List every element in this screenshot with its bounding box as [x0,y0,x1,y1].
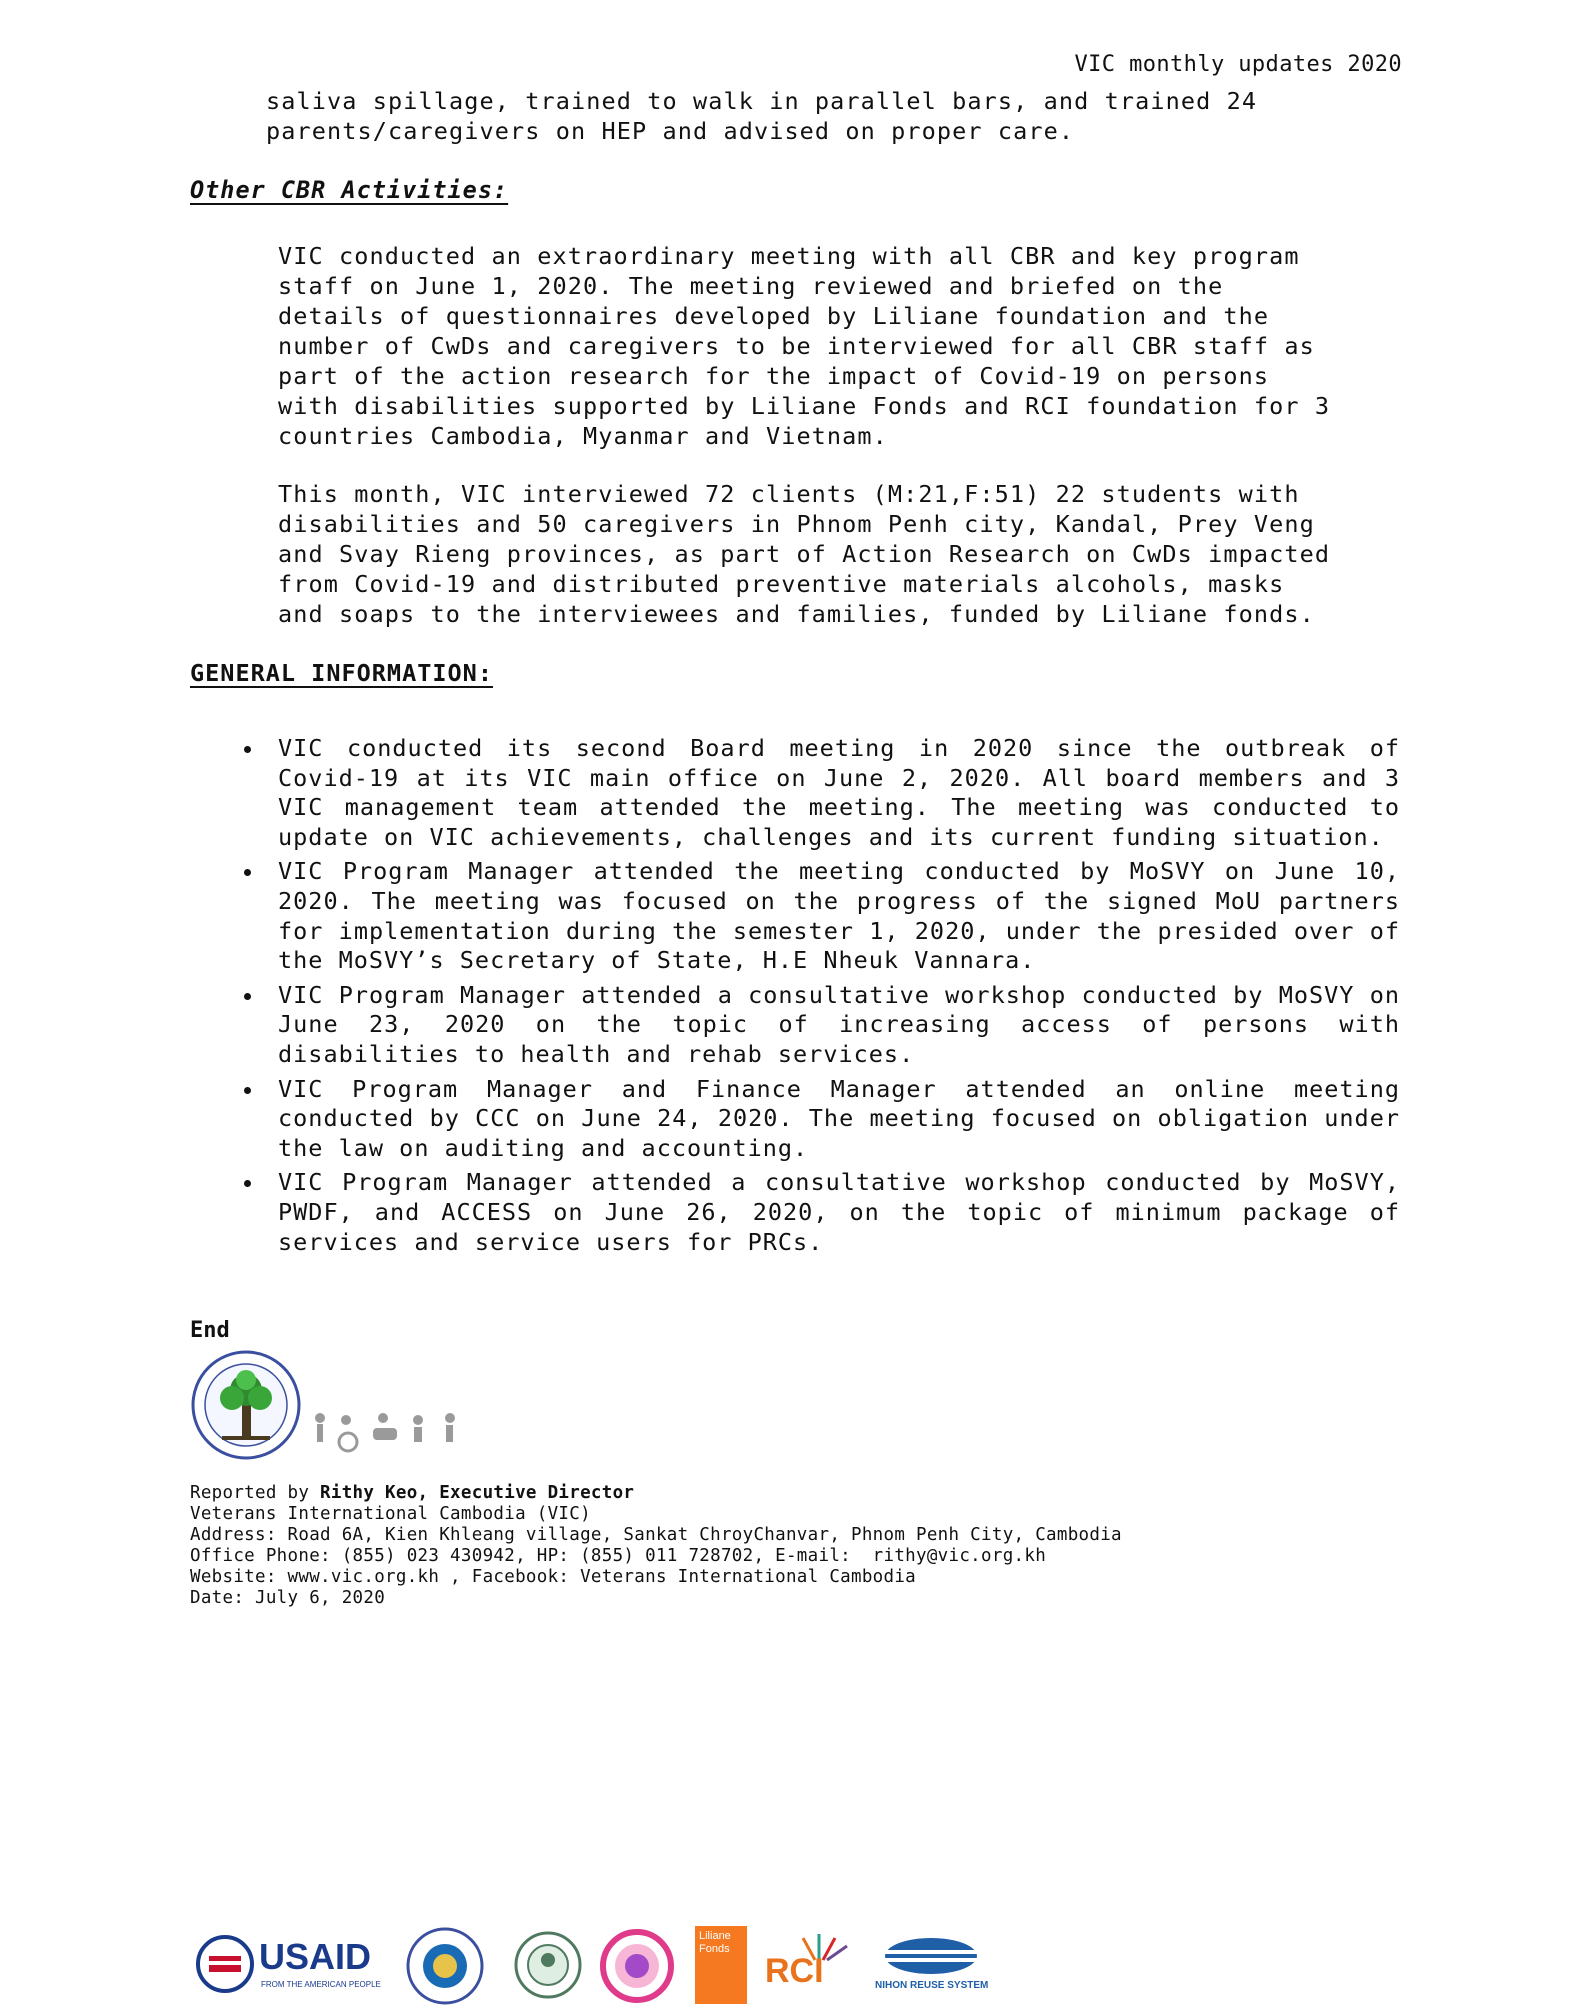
phone-email-line: Office Phone: (855) 023 430942, HP: (855) 011 728702, E-mail: rithy@vic.org.kh [190,1546,1047,1566]
cbr-paragraph-1 [278,241,1398,451]
list-item-text: VIC Program Manager attended a consultative workshop conducted by MoSVY, PWDF, and ACCESS on June 26, 2020, on the topic of minimum package of services and service users for PRCs. [278,1168,1400,1256]
paragraph-line: and soaps to the interviewees and families, funded by Liliane fonds. [278,600,1315,628]
usaid-wordmark: USAID [259,1936,372,1977]
bullet-icon [244,993,251,1000]
intro-line: saliva spillage, trained to walk in parallel bars, and trained 24 [266,87,1258,115]
cbr-paragraph-2 [278,479,1398,629]
list-item [240,1168,1400,1257]
other-cbr-heading: Other CBR Activities: [190,176,509,204]
bullet-icon [244,1087,251,1094]
family-foundation-icon [599,1928,675,2004]
website-line: Website: www.vic.org.kh , Facebook: Veterans International Cambodia [190,1567,917,1587]
nihon-reuse-system-logo [875,1936,995,2002]
paragraph-line: number of CwDs and caregivers to be interviewed for all CBR staff as [278,332,1315,360]
paragraph-line: from Covid-19 and distributed preventive materials alcohols, masks [278,570,1285,598]
intro-line: parents/caregivers on HEP and advised on proper care. [266,117,1075,145]
usaid-seal-icon [195,1934,255,1994]
reported-by-line [190,1483,1122,1504]
paragraph-line: staff on June 1, 2020. The meeting reviewed and briefed on the [278,272,1224,300]
partner-seal-icon [513,1930,583,2000]
list-item-text: VIC conducted its second Board meeting in 2020 since the outbreak of Covid-19 at its VIC main office on June 2, 2020. All board members and 3 VIC management team attended the meeting. The meeting was conducted to update on VIC achievements, challenges and its current funding situation. [278,734,1400,851]
paragraph-line: and Svay Rieng provinces, as part of Action Research on CwDs impacted [278,540,1331,568]
address-line: Address: Road 6A, Kien Khleang village, Sankat ChroyChanvar, Phnom Penh City, Cambodia [190,1525,1122,1545]
partner-logos [195,1926,995,2006]
bullet-icon [244,746,251,753]
rci-logo [765,1932,865,2002]
list-item-text: VIC Program Manager attended the meeting conducted by MoSVY on June 10, 2020. The meeting was focused on the progress of the signed MoU partners for implementation during the semester 1, 2020, under the presided over of the MoSVY’s Secretary of State, H.E Nheuk Vannara. [278,857,1400,975]
intro-continued-text [266,86,1376,146]
reported-by-prefix: Reported by [190,1483,321,1503]
liliane-fonds-wordmark: Liliane Fonds [699,1930,731,1955]
signature-block [190,1483,1122,1609]
list-item [240,981,1400,1070]
paragraph-line: VIC conducted an extraordinary meeting with all CBR and key program [278,242,1300,270]
liliane-fonds-logo [695,1926,747,2004]
report-date: Date: July 6, 2020 [190,1588,386,1608]
list-item-text: VIC Program Manager attended a consultative workshop conducted by MoSVY on June 23, 2020 on the topic of increasing access of persons with disabilities to health and rehab services. [278,980,1400,1068]
ministry-seal-icon [405,1926,485,2006]
end-label: End [190,1318,230,1343]
paragraph-line: countries Cambodia, Myanmar and Vietnam. [278,422,888,450]
list-item [240,734,1400,852]
vic-seal-tree-logo-icon [188,1350,518,1460]
general-information-heading: GENERAL INFORMATION: [190,659,493,687]
list-item-text: VIC Program Manager and Finance Manager attended an online meeting conducted by CCC on June 24, 2020. The meeting focused on obligation under the law on auditing and accounting. [278,1074,1400,1162]
nihon-wordmark: NIHON REUSE SYSTEM [875,1980,989,1991]
general-information-list [240,734,1400,1262]
list-item [240,1075,1400,1164]
paragraph-line: with disabilities supported by Liliane Fonds and RCI foundation for 3 [278,392,1331,420]
rci-wordmark: RCI [765,1952,824,1990]
vic-logo [188,1350,518,1460]
paragraph-line: part of the action research for the impact of Covid-19 on persons [278,362,1270,390]
usaid-logo [195,1930,390,2000]
paragraph-line: details of questionnaires developed by Liliane foundation and the [278,302,1270,330]
ministry-seal-logo [405,1926,485,2006]
list-item [240,857,1400,975]
paragraph-line: disabilities and 50 caregivers in Phnom Penh city, Kandal, Prey Veng [278,510,1315,538]
bullet-icon [244,1180,251,1187]
paragraph-line: This month, VIC interviewed 72 clients (M:21,F:51) 22 students with [278,480,1300,508]
org-name: Veterans International Cambodia (VIC) [190,1504,591,1524]
usaid-tagline: FROM THE AMERICAN PEOPLE [261,1980,381,1989]
running-header: VIC monthly updates 2020 [1074,52,1402,77]
sopra-family-foundation-logo [599,1928,675,2004]
partner-seal-logo [513,1930,583,2000]
reporter-name: Rithy Keo, Executive Director [320,1483,635,1503]
nihon-globe-icon [881,1936,981,1976]
bullet-icon [244,869,251,876]
